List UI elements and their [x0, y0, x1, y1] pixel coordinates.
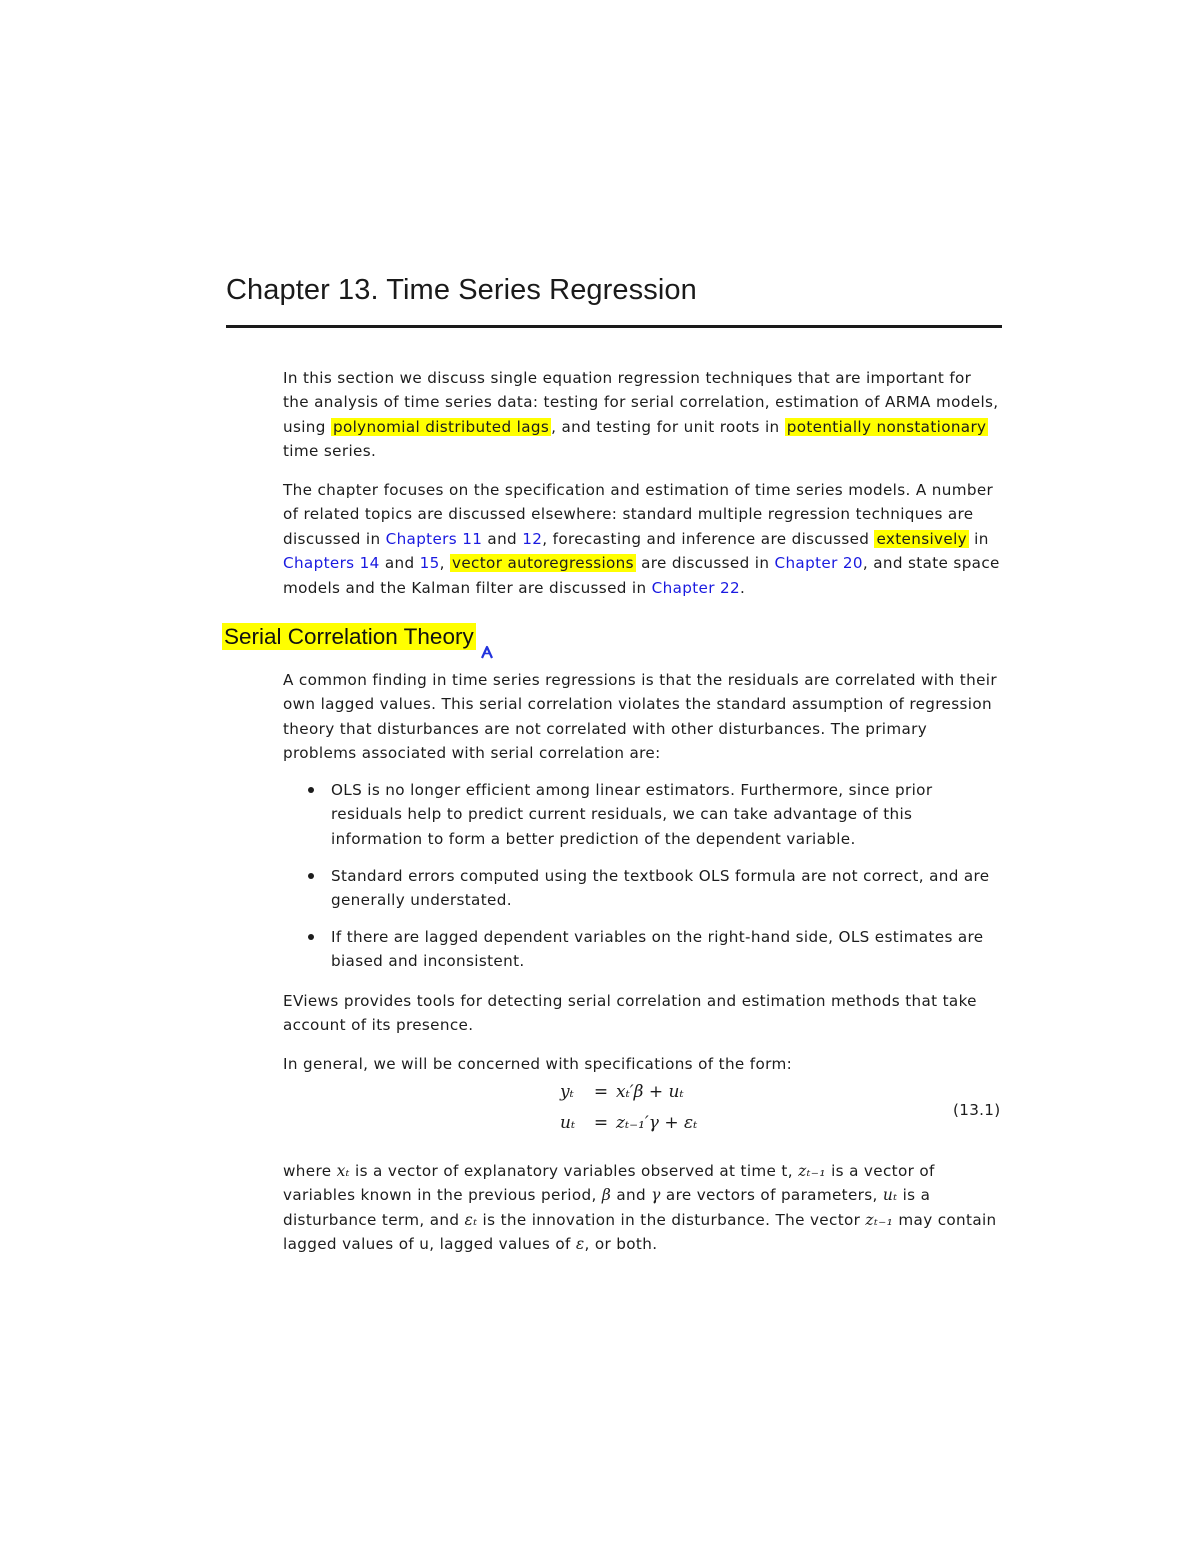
math-u-t: uₜ	[882, 1186, 898, 1205]
list-item	[305, 864, 1005, 913]
text-run: time series.	[283, 442, 377, 461]
bullet-dot-icon	[308, 934, 314, 940]
text-run: , and testing for unit roots in	[551, 417, 785, 436]
text-run: ,	[439, 554, 451, 573]
bullet-dot-icon	[308, 873, 314, 879]
equation-lhs: uₜ	[560, 1113, 576, 1133]
insert-caret-icon[interactable]	[480, 644, 494, 660]
equation-equals: =	[593, 1113, 609, 1133]
highlight-section-heading[interactable]: Serial Correlation Theory	[224, 624, 474, 649]
link-chapter-22[interactable]: Chapter 22	[651, 578, 741, 597]
title-rule	[226, 325, 1002, 328]
section-paragraph-3: In general, we will be concerned with specifications of the form:	[283, 1055, 793, 1073]
equation-row-2	[560, 1113, 780, 1144]
math-epsilon: ε	[575, 1235, 585, 1254]
link-chapter-15[interactable]: 15	[419, 554, 440, 573]
text-run: is a vector of explanatory variables observed at time t,	[349, 1162, 799, 1180]
section-paragraph-4	[283, 1159, 1001, 1257]
math-epsilon-t: εₜ	[464, 1210, 478, 1229]
chapter-title: Chapter 13. Time Series Regression	[226, 274, 697, 306]
equation-number: (13.1)	[953, 1101, 1001, 1119]
text-run: are vectors of parameters,	[660, 1186, 883, 1205]
text-run: , forecasting and inference are discussed	[542, 529, 875, 548]
text-run: .	[740, 578, 746, 597]
text-run: and	[611, 1186, 652, 1205]
link-chapter-20[interactable]: Chapter 20	[774, 554, 863, 573]
math-z-t-1: zₜ₋₁	[798, 1162, 826, 1180]
equation-equals: =	[593, 1082, 609, 1102]
link-chapters-14[interactable]: Chapters 14	[283, 554, 380, 573]
text-run: where	[283, 1162, 337, 1180]
text-run: and	[482, 529, 523, 548]
highlight-vector-autoregressions[interactable]: vector autoregressions	[452, 554, 634, 573]
intro-paragraph-1	[283, 366, 1001, 464]
text-run: is a disturbance term, and	[283, 1186, 931, 1229]
text-run: is a vector of variables known in the previous period,	[283, 1162, 935, 1205]
intro-paragraph-2	[283, 478, 1001, 600]
section-paragraph-1: A common finding in time series regressions is that the residuals are correlated with their own lagged values. This serial correlation violates the standard assumption of regression theory that disturbances are not correlated with other disturbances. The primary problems associated with serial correlation are:	[283, 671, 997, 763]
text-run: in	[968, 529, 989, 548]
problems-list	[305, 778, 1005, 986]
text-run: , and state space models and the Kalman filter are discussed in	[283, 554, 1000, 597]
bullet-dot-icon	[308, 787, 314, 793]
section-paragraph-2: EViews provides tools for detecting serial correlation and estimation methods that take account of its presence.	[283, 992, 977, 1035]
list-item	[305, 925, 1005, 974]
text-run: The chapter focuses on the specification and estimation of time series models. A number of related topics are discussed elsewhere: standard multiple regression techniques are discussed in	[283, 481, 994, 548]
highlight-polynomial-distributed-lags[interactable]: polynomial distributed lags	[332, 417, 550, 436]
highlight-extensively[interactable]: extensively	[876, 529, 967, 548]
text-run: are discussed in	[635, 554, 775, 573]
equation-rhs: xₜ′β + uₜ	[616, 1082, 684, 1102]
text-run: , or both.	[584, 1235, 658, 1254]
equation-13-1	[560, 1082, 780, 1144]
math-x-t: xₜ	[336, 1162, 350, 1180]
list-item-text: If there are lagged dependent variables on the right-hand side, OLS estimates are biased and inconsistent.	[331, 928, 984, 971]
link-chapter-12[interactable]: 12	[522, 529, 543, 548]
math-z-t-1: zₜ₋₁	[865, 1210, 894, 1229]
equation-lhs: yₜ	[560, 1082, 574, 1102]
list-item-text: Standard errors computed using the textbook OLS formula are not correct, and are generally understated.	[331, 866, 990, 910]
math-beta: β	[601, 1186, 612, 1205]
section-heading	[222, 624, 476, 650]
text-run: may contain lagged values of u, lagged values of	[283, 1210, 997, 1254]
link-chapters-11[interactable]: Chapters 11	[385, 529, 483, 548]
list-item-text: OLS is no longer efficient among linear estimators. Furthermore, since prior residuals help to predict current residuals, we can take advantage of this information to form a better prediction of the dependent variable.	[331, 781, 933, 848]
text-run: is the innovation in the disturbance. The vector	[477, 1210, 866, 1229]
equation-row-1	[560, 1082, 780, 1113]
math-gamma: γ	[651, 1186, 661, 1205]
text-run: and	[379, 554, 420, 573]
list-item	[305, 778, 1005, 851]
highlight-potentially-nonstationary[interactable]: potentially nonstationary	[786, 417, 987, 436]
equation-rhs: zₜ₋₁′γ + εₜ	[616, 1113, 698, 1133]
text-run: In this section we discuss single equation regression techniques that are important for the analysis of time series data: testing for serial correlation, estimation of ARMA models, using	[283, 369, 999, 436]
